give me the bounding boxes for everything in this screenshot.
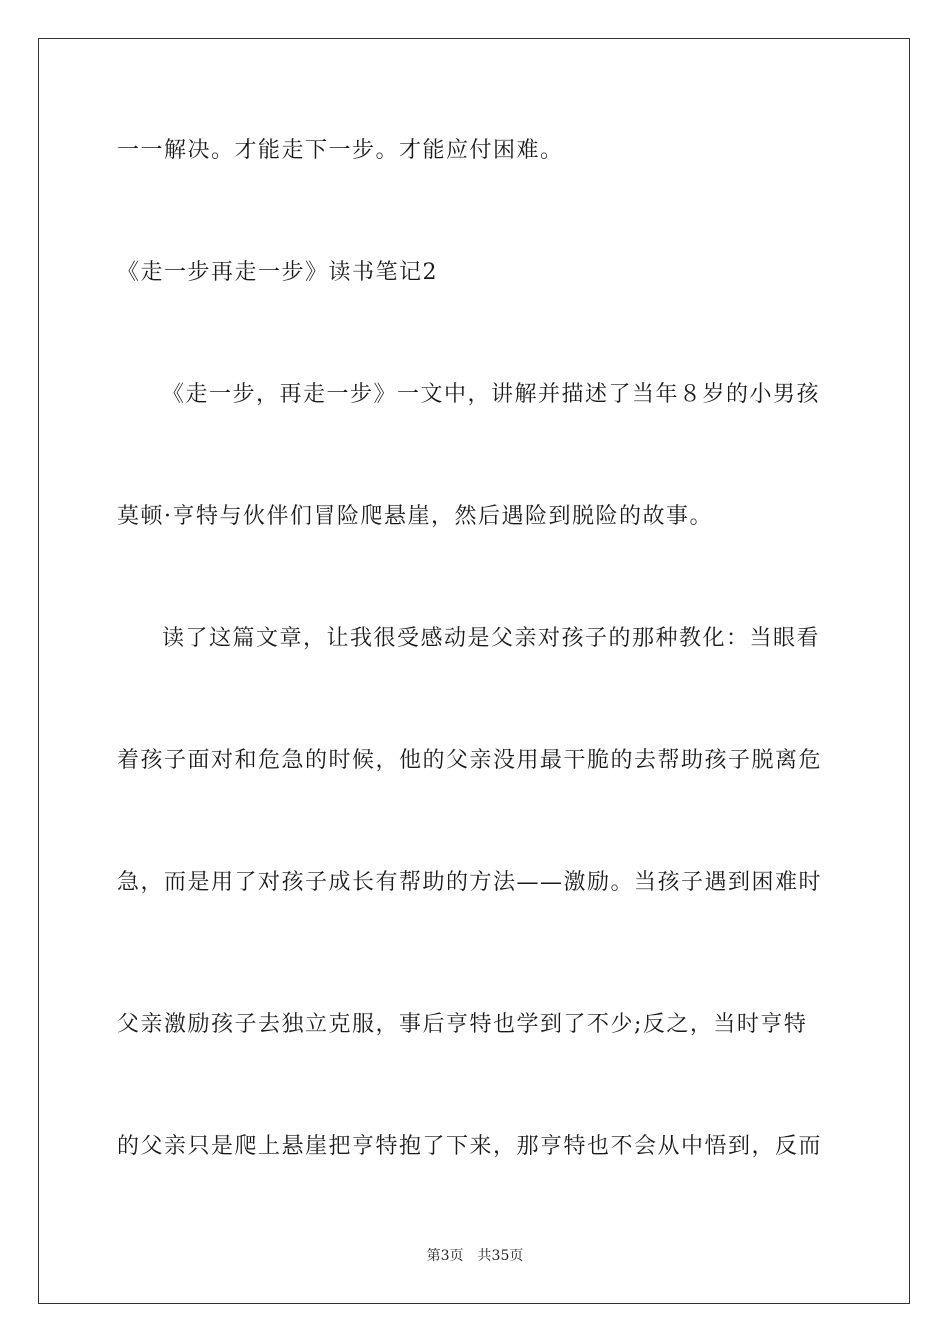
- text-line-5: 读了这篇文章，让我很受感动是父亲对孩子的那种教化：当眼看: [162, 626, 821, 651]
- text-line-8: 父亲激励孩子去独立克服，事后亨特也学到了不少;反之，当时亨特: [117, 1012, 808, 1037]
- text-line-4: 莫顿·亨特与伙伴们冒险爬悬崖，然后遇险到脱险的故事。: [117, 504, 713, 529]
- text-line-6: 着孩子面对和危急的时候，他的父亲没用最干脆的去帮助孩子脱离危: [117, 748, 823, 773]
- page-total: 共35页: [477, 1248, 524, 1264]
- text-line-9: 的父亲只是爬上悬崖把亨特抱了下来，那亨特也不会从中悟到，反而: [117, 1134, 823, 1159]
- text-line-3: 《走一步，再走一步》一文中，讲解并描述了当年８岁的小男孩: [162, 382, 821, 407]
- section-title: 《走一步再走一步》读书笔记2: [117, 260, 438, 285]
- text-line-7: 急，而是用了对孩子成长有帮助的方法——激励。当孩子遇到困难时: [117, 870, 823, 895]
- page-footer: [0, 1246, 950, 1266]
- text-line-1: 一一解决。才能走下一步。才能应付困难。: [117, 138, 564, 163]
- page-border: [38, 38, 910, 1304]
- page-number: 第3页: [426, 1248, 464, 1264]
